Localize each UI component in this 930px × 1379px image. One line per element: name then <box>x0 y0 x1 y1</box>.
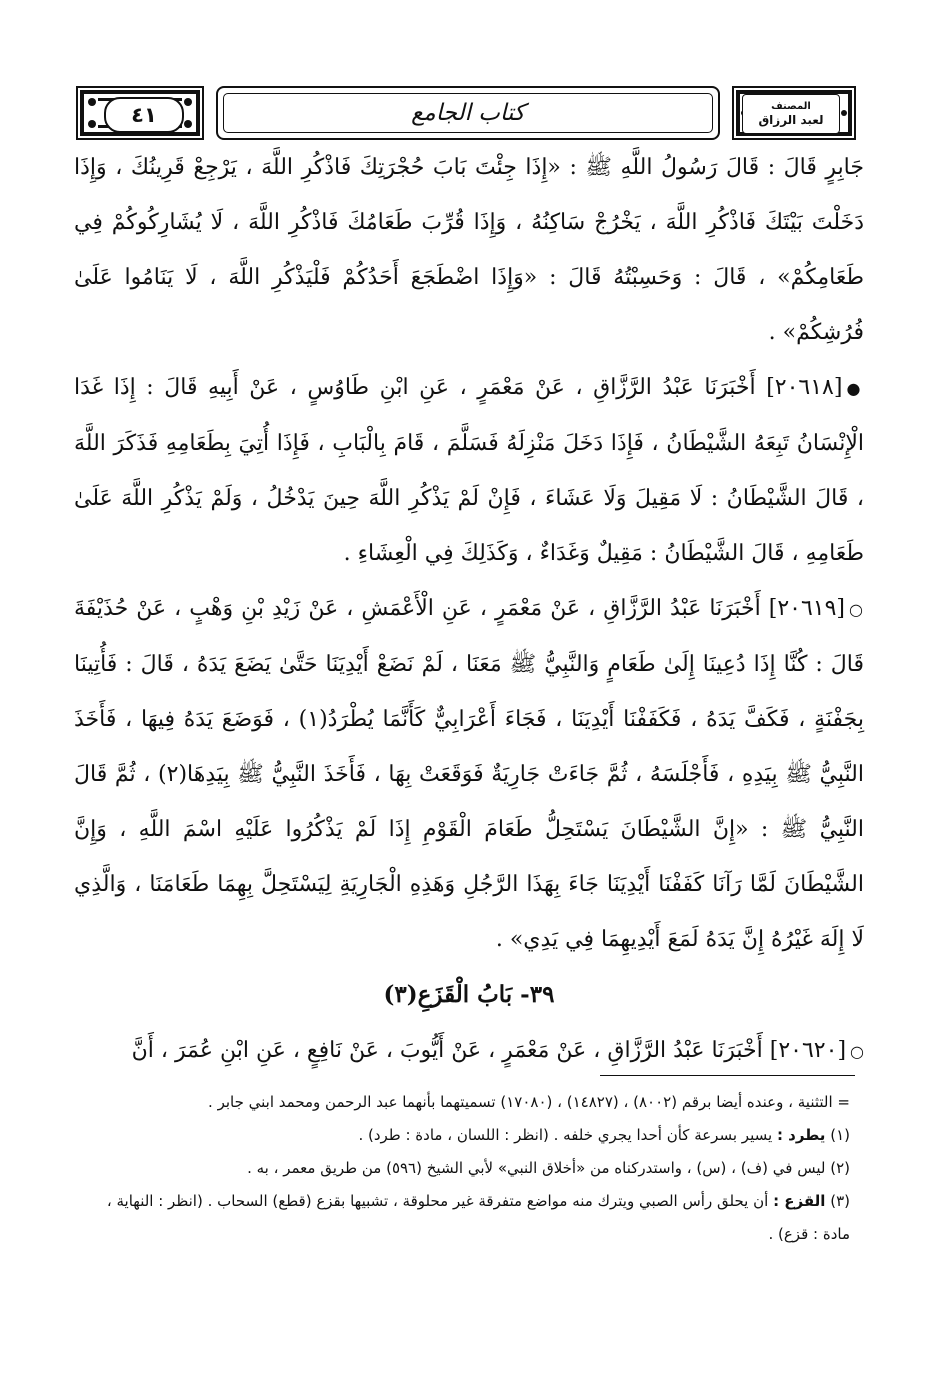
footnotes <box>84 1086 850 1251</box>
footnote-text: ليس في (ف) ، (س) ، واستدركناه من «أخلاق النبي» لأبي الشيخ (٥٩٦) من طريق معمر ، به . <box>247 1159 826 1177</box>
footnote-text: أن يحلق رأس الصبي ويترك منه مواضع متفرقة غير محلوقة ، تشبيها بقزع (قطع) السحاب . (انظر : النهاية ، مادة : قزع) . <box>106 1192 850 1243</box>
paragraph-text: جَابِرٍ قَالَ : قَالَ رَسُولُ اللَّهِ ﷺ : «إِذَا جِئْتَ بَابَ حُجْرَتِكَ فَاذْكُرِ اللَّهَ ، يَرْجِعْ قَرِينُكَ ، وَإِذَا دَخَلْتَ بَيْتَكَ فَاذْكُرِ اللَّهَ ، يَخْرُجْ سَاكِنُهُ ، وَإِذَا قُرِّبَ طَعَامُكَ فَاذْكُرِ اللَّهَ ، لَا يُشَارِكُوكُمْ فِي طَعَامِكُمْ» ، قَالَ : وَحَسِبْتُهُ قَالَ : «وَإِذَا اضْطَجَعَ أَحَدُكُمْ فَلْيَذْكُرِ اللَّهَ ، لَا يَنَامُوا عَلَىٰ فُرُشِكُمْ» . <box>74 155 864 345</box>
section-heading: ٣٩- بَابُ الْقَزَعِ(٣) <box>383 981 555 1008</box>
footnote-continuation <box>84 1086 850 1119</box>
page-number: ٤١ <box>131 103 157 127</box>
footnote-2 <box>84 1152 850 1185</box>
footnote-number: (٣) <box>830 1192 850 1210</box>
footnote-separator <box>600 1075 855 1076</box>
logo-line-2: لعبد الرزاق <box>758 113 824 127</box>
hadith-20619 <box>74 581 864 967</box>
publisher-logo <box>742 94 840 134</box>
book-title: كتاب الجامع <box>411 100 525 126</box>
paragraph-continuation <box>74 140 864 360</box>
footnote-term: يطرد : <box>776 1126 826 1144</box>
continuation-marker: = <box>837 1093 850 1111</box>
paragraph-text: [٢٠٦٢٠] أَخْبَرَنَا عَبْدُ الرَّزَّاقِ ، عَنْ مَعْمَرٍ ، عَنْ أَيُّوبَ ، عَنْ نَافِعٍ ، عَنِ ابْنِ عُمَرَ ، أَنَّ <box>131 1038 847 1063</box>
footnote-3 <box>84 1185 850 1251</box>
title-cartouche <box>216 86 720 140</box>
paragraph-text: [٢٠٦١٩] أَخْبَرَنَا عَبْدُ الرَّزَّاقِ ، عَنْ مَعْمَرٍ ، عَنِ الْأَعْمَشِ ، عَنْ زَيْدِ بْنِ وَهْبٍ ، عَنْ حُذَيْفَةَ قَالَ : كُنَّا إِذَا دُعِينَا إِلَىٰ طَعَامٍ وَالنَّبِيُّ ﷺ مَعَنَا ، لَمْ نَضَعْ أَيْدِيَنَا حَتَّىٰ يَضَعَ يَدَهُ ، قَالَ : فَأُتِينَا بِجَفْنَةٍ ، فَكَفَّ يَدَهُ ، فَكَفَفْنَا أَيْدِيَنَا ، فَجَاءَ أَعْرَابِيٌّ كَأَنَّمَا يُطْرَدُ(١) ، فَوَضَعَ يَدَهُ فِيهَا ، فَأَخَذَ النَّبِيُّ ﷺ بِيَدِهِ ، فَأَجْلَسَهُ ، ثُمَّ جَاءَتْ جَارِيَةٌ فَوَقَعَتْ بِهَا ، فَأَخَذَ النَّبِيُّ ﷺ بِيَدِهَا(٢) ، ثُمَّ قَالَ النَّبِيُّ ﷺ : «إِنَّ الشَّيْطَانَ يَسْتَحِلُّ طَعَامَ الْقَوْمِ إِذَا لَمْ يَذْكُرُوا عَلَيْهِ اسْمَ اللَّهِ ، وَإِنَّ الشَّيْطَانَ لَمَّا رَآنَا كَفَفْنَا أَيْدِيَنَا جَاءَ بِهَذَا الرَّجُلِ وَهَذِهِ الْجَارِيَةِ لِيَسْتَحِلَّ بِهِمَا طَعَامَنَا ، وَالَّذِي لَا إِلَهَ غَيْرُهُ إِنَّ يَدَهُ لَمَعَ أَيْدِيهِمَا فِي يَدِي» . <box>74 596 865 952</box>
ring-marker: ○ <box>849 600 864 619</box>
page-header <box>76 86 856 140</box>
paragraph-text: [٢٠٦١٨] أَخْبَرَنَا عَبْدُ الرَّزَّاقِ ، عَنْ مَعْمَرٍ ، عَنِ ابْنِ طَاوُسٍ ، عَنْ أَبِيهِ قَالَ : إِذَا غَدَا الْإِنْسَانُ تَبِعَهُ الشَّيْطَانُ ، فَإِذَا دَخَلَ مَنْزِلَهُ فَسَلَّمَ ، قَامَ بِالْبَابِ ، فَإِذَا أُتِيَ بِطَعَامِهِ فَذَكَرَ اللَّهَ ، قَالَ الشَّيْطَانُ : لَا مَقِيلَ وَلَا عَشَاءَ ، فَإِنْ لَمْ يَذْكُرِ اللَّهَ حِينَ يَدْخُلُ ، وَلَمْ يَذْكُرِ اللَّهَ عَلَىٰ طَعَامِهِ ، قَالَ الشَّيْطَانُ : مَقِيلٌ وَغَدَاءٌ ، وَكَذَلِكَ فِي الْعِشَاءِ . <box>74 375 864 566</box>
main-text <box>74 140 864 1079</box>
ring-marker: ○ <box>850 1042 864 1061</box>
footnote-text: التثنية ، وعنده أيضا برقم (٨٠٠٢) ، (١٤٨٢٧) ، (١٧٠٨٠) تسميتهما بأنهما عبد الرحمن ومحمد ابني جابر . <box>208 1093 833 1111</box>
logo-line-1: المصنف <box>771 101 811 112</box>
bullet-marker: ● <box>846 379 864 398</box>
ornament-left <box>76 86 204 140</box>
page-number-box <box>104 97 184 133</box>
footnote-text: يسير بسرعة كأن أحدا يجري خلفه . (انظر : اللسان ، مادة : طرد) . <box>358 1126 773 1144</box>
footnote-1 <box>84 1119 850 1152</box>
footnote-term: القزع : <box>773 1192 826 1210</box>
footnote-number: (١) <box>830 1126 850 1144</box>
hadith-20618 <box>74 360 864 581</box>
ornament-right <box>732 86 856 140</box>
hadith-20620 <box>74 1023 864 1079</box>
footnote-number: (٢) <box>830 1159 850 1177</box>
